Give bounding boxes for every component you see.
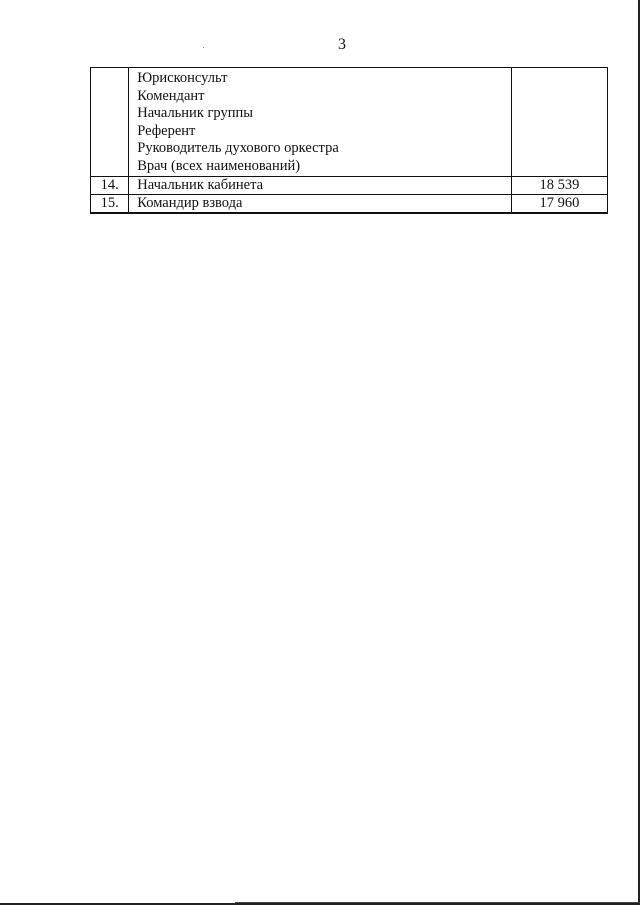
position-name: Юрисконсульт xyxy=(137,70,228,86)
position-name: Комендант xyxy=(137,87,205,104)
table-row xyxy=(91,195,608,214)
position-name: Руководитель духового оркестра xyxy=(137,140,339,156)
table-row xyxy=(91,177,608,195)
salary-cell: 18 539 xyxy=(511,177,607,195)
row-number-cell xyxy=(91,68,129,177)
positions-table xyxy=(90,67,608,214)
scan-speck xyxy=(203,47,204,48)
table-row xyxy=(91,68,608,177)
page-number: 3 xyxy=(338,36,346,53)
row-number-cell: 15. xyxy=(91,195,129,214)
position-name: Начальник группы xyxy=(137,105,254,121)
position-name: Врач (всех наименований) xyxy=(137,157,301,174)
salary-cell: 17 960 xyxy=(511,195,607,214)
position-name: Референт xyxy=(137,122,196,139)
salary-cell xyxy=(511,68,607,177)
position-name-cell: Командир взвода xyxy=(129,195,512,214)
row-number-cell: 14. xyxy=(91,177,129,195)
position-name-cell: Начальник кабинета xyxy=(129,177,512,195)
position-names-cell xyxy=(129,68,512,177)
